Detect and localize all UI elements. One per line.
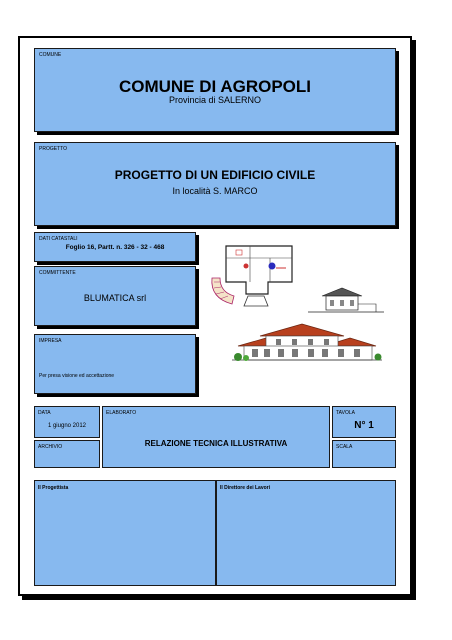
progetto-box: [34, 142, 396, 226]
direttore-box: [216, 480, 396, 586]
data-box: [34, 406, 100, 438]
elaborato-label: ELABORATO: [106, 410, 137, 416]
catasto-box: [34, 232, 196, 262]
committente-value: BLUMATICA srl: [83, 293, 147, 303]
side-elevation-drawing: [308, 282, 384, 322]
comune-name: COMUNE DI AGROPOLI: [118, 77, 312, 96]
progetto-title: PROGETTO DI UN EDIFICIO CIVILE: [114, 168, 316, 182]
impresa-label: IMPRESA: [39, 338, 62, 344]
frame-shadow-right: [412, 40, 416, 600]
progettista-box: [34, 480, 216, 586]
data-value: 1 giugno 2012: [47, 423, 87, 429]
elaborato-box: [102, 406, 330, 468]
tavola-value: N° 1: [354, 420, 374, 431]
archivio-label: ARCHIVIO: [38, 444, 63, 450]
committente-box: [34, 266, 196, 326]
frame-shadow-bottom: [22, 596, 416, 600]
progetto-location: In località S. MARCO: [172, 186, 258, 196]
floor-plan-drawing: [206, 238, 316, 310]
catasto-value: Foglio 16, Partt. n. 326 - 32 - 468: [65, 244, 165, 251]
comune-label: COMUNE: [39, 52, 62, 58]
direttore-label: Il Direttore dei Lavori: [220, 485, 271, 491]
comune-province: Provincia di SALERNO: [168, 95, 262, 105]
archivio-box: [34, 440, 100, 468]
scala-box: [332, 440, 396, 468]
catasto-label: DATI CATASTALI: [39, 236, 78, 242]
elaborato-value: RELAZIONE TECNICA ILLUSTRATIVA: [144, 439, 288, 448]
impresa-box: [34, 334, 196, 394]
progettista-label: Il Progettista: [38, 485, 69, 491]
progetto-label: PROGETTO: [39, 146, 67, 152]
committente-label: COMMITTENTE: [39, 270, 76, 276]
front-elevation-drawing: [232, 320, 382, 370]
tavola-box: [332, 406, 396, 438]
tavola-label: TAVOLA: [336, 410, 355, 416]
data-label: DATA: [38, 410, 51, 416]
scala-label: SCALA: [336, 444, 353, 450]
comune-box: [34, 48, 396, 132]
impresa-note: Per presa visione ed accettazione: [39, 373, 115, 379]
